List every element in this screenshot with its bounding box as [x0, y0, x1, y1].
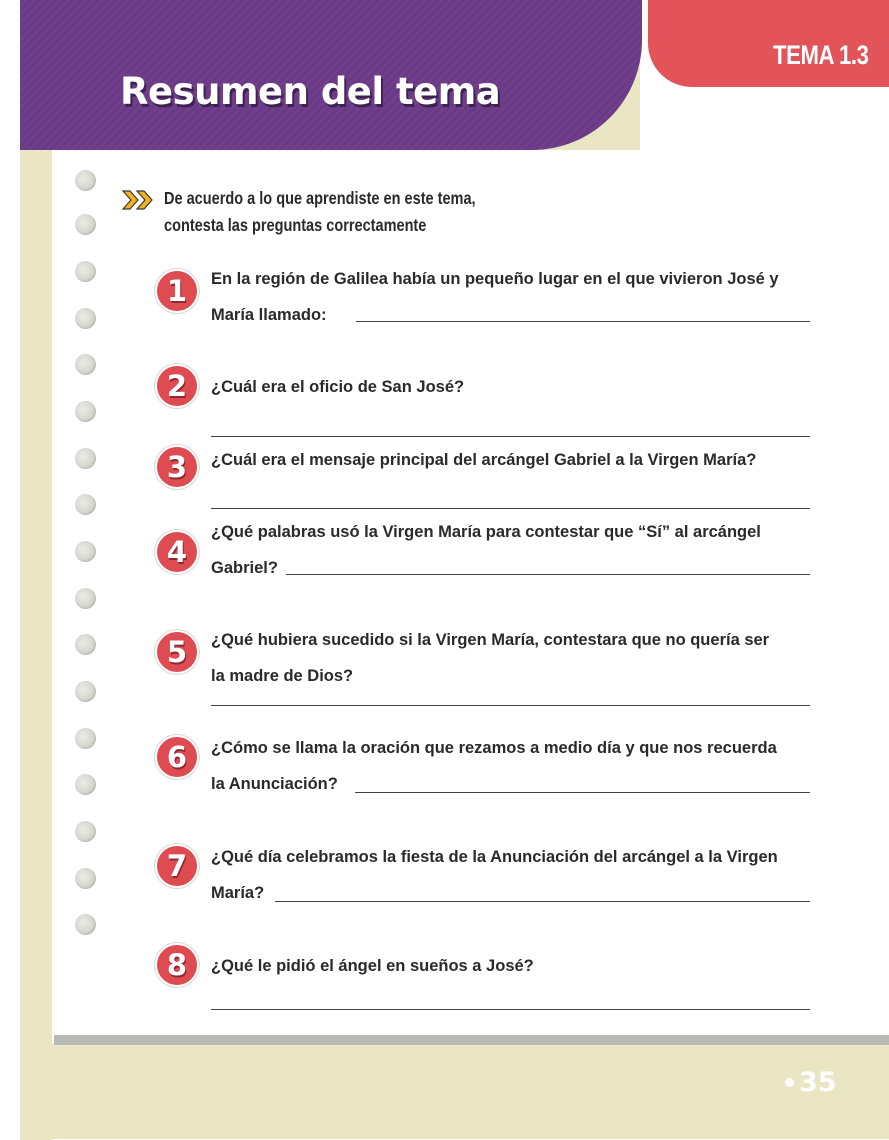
notebook-ring-icon	[75, 634, 96, 655]
question-text	[211, 622, 811, 694]
notebook-ring-icon	[75, 728, 96, 749]
notebook-ring-icon	[75, 588, 96, 609]
question-text	[211, 442, 811, 478]
question-text	[211, 948, 811, 984]
answer-line[interactable]	[275, 901, 810, 902]
question-number-badge: 4	[155, 530, 199, 574]
page-number-text: 35	[799, 1067, 837, 1098]
answer-line[interactable]	[211, 508, 810, 509]
question-number-badge: 2	[155, 364, 199, 408]
question-text	[211, 261, 811, 333]
question-number-badge: 7	[155, 844, 199, 888]
question-text	[211, 514, 811, 586]
question-line: Gabriel?	[211, 559, 278, 577]
question-line: la Anunciación?	[211, 775, 338, 793]
topic-tab	[648, 0, 889, 87]
notebook-ring-icon	[75, 494, 96, 515]
notebook-ring-icon	[75, 681, 96, 702]
notebook-ring-icon	[75, 214, 96, 235]
question-number-badge: 8	[155, 943, 199, 987]
answer-line[interactable]	[286, 574, 810, 575]
question-line: ¿Qué le pidió el ángel en sueños a José?	[211, 957, 534, 975]
double-chevron-right-icon	[121, 188, 157, 212]
question-number-badge: 3	[155, 445, 199, 489]
page-background-margin	[20, 150, 52, 1140]
question-text	[211, 369, 811, 405]
question-line: ¿Cuál era el mensaje principal del arcángel Gabriel a la Virgen María?	[211, 451, 757, 469]
question-number-badge: 6	[155, 735, 199, 779]
answer-line[interactable]	[356, 321, 810, 322]
notebook-ring-icon	[75, 308, 96, 329]
notebook-ring-icon	[75, 774, 96, 795]
question-line: María llamado:	[211, 306, 327, 324]
question-line: ¿Cuál era el oficio de San José?	[211, 378, 465, 396]
question-number-badge: 1	[155, 269, 199, 313]
question-line: ¿Qué hubiera sucedido si la Virgen María, contestara que no quería ser	[211, 631, 770, 649]
notebook-ring-icon	[75, 170, 96, 191]
notebook-ring-icon	[75, 868, 96, 889]
topic-tab-label: TEMA 1.3	[773, 40, 869, 70]
question-line: ¿Qué día celebramos la fiesta de la Anunciación del arcángel a la Virgen	[211, 848, 778, 866]
question-line: la madre de Dios?	[211, 667, 354, 685]
instructions-line: De acuerdo a lo que aprendiste en este tema,	[164, 188, 476, 208]
notebook-ring-icon	[75, 354, 96, 375]
notebook-ring-icon	[75, 448, 96, 469]
notebook-paper-shadow	[54, 1035, 889, 1045]
answer-line[interactable]	[355, 792, 810, 793]
header-banner	[20, 0, 642, 150]
answer-line[interactable]	[211, 436, 810, 437]
notebook-ring-icon	[75, 541, 96, 562]
question-number-badge: 5	[155, 630, 199, 674]
page-number	[785, 1067, 837, 1098]
question-line: ¿Qué palabras usó la Virgen María para contestar que “Sí” al arcángel	[211, 523, 761, 541]
question-line: María?	[211, 884, 265, 902]
instructions-line: contesta las preguntas correctamente	[164, 215, 427, 235]
notebook-ring-icon	[75, 821, 96, 842]
answer-line[interactable]	[211, 705, 810, 706]
bullet-dot-icon	[785, 1078, 794, 1087]
notebook-ring-icon	[75, 261, 96, 282]
notebook-ring-icon	[75, 401, 96, 422]
question-line: ¿Cómo se llama la oración que rezamos a medio día y que nos recuerda	[211, 739, 777, 757]
instructions-text	[164, 185, 629, 239]
notebook-ring-icon	[75, 914, 96, 935]
page-title: Resumen del tema	[120, 70, 501, 113]
page-background-bottom	[20, 1044, 889, 1139]
question-line: En la región de Galilea había un pequeño lugar en el que vivieron José y	[211, 270, 779, 288]
answer-line[interactable]	[211, 1009, 810, 1010]
